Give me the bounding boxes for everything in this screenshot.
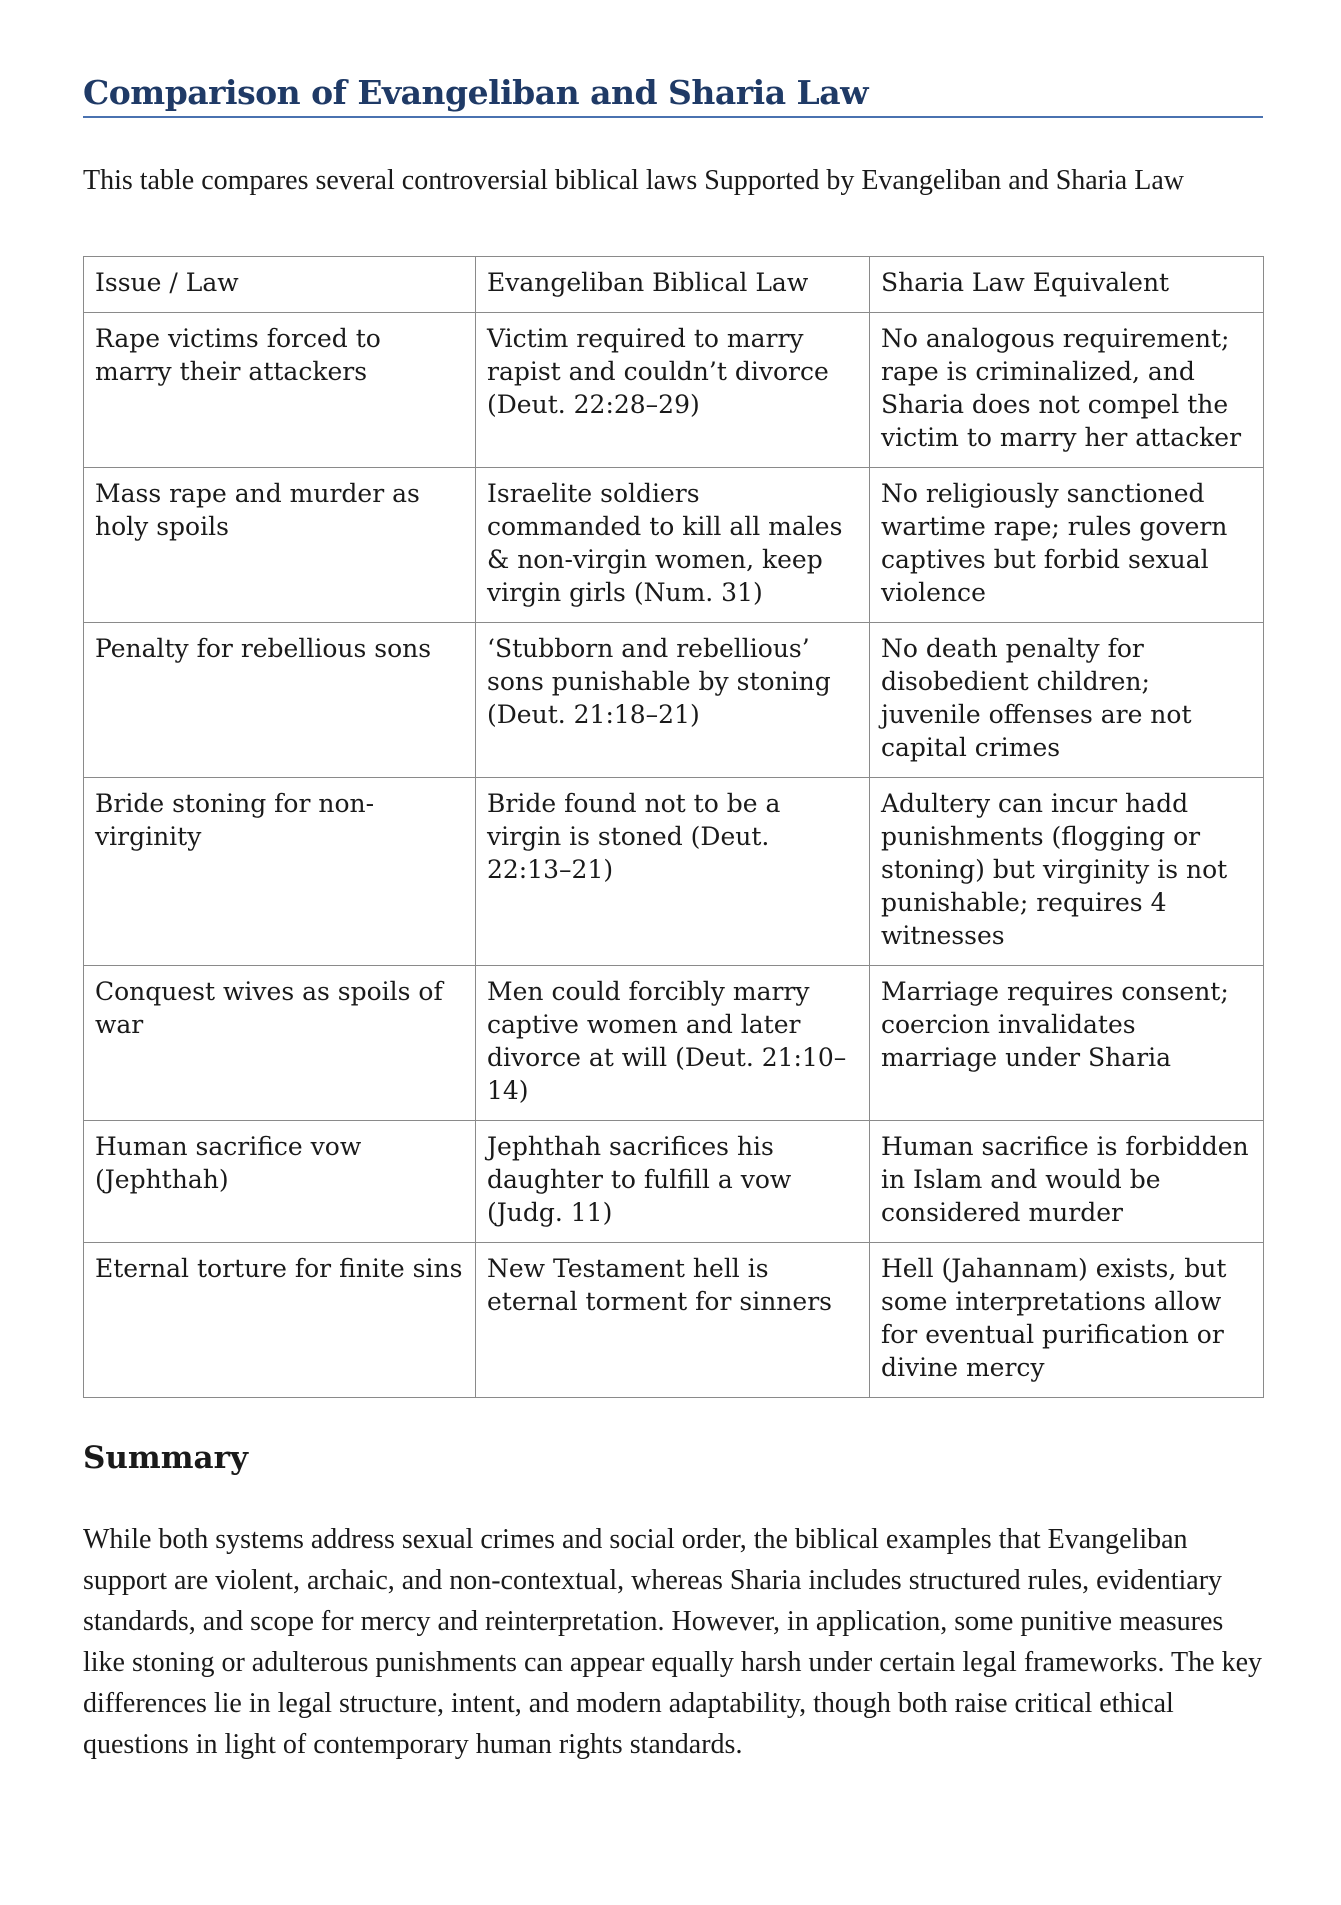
sharia-cell: Adultery can incur hadd punishments (flogging or stoning) but virginity is not punishable; requires 4 witnesses: [870, 778, 1264, 966]
table-row: [84, 1243, 1264, 1398]
summary-paragraph: While both systems address sexual crimes and social order, the biblical examples that Evangeliban support are violent, archaic, and non-contextual, whereas Sharia includes structured rules, evidentiary standards, and scope for mercy and reinterpretation. However, in application, some punitive measures like stoning or adulterous punishments can appear equally harsh under certain legal frameworks. The key differences lie in legal structure, intent, and modern adaptability, though both raise critical ethical questions in light of contemporary human rights standards.: [83, 1524, 1262, 1760]
sharia-cell: Human sacrifice is forbidden in Islam and would be considered murder: [870, 1121, 1264, 1243]
biblical-cell: New Testament hell is eternal torment for sinners: [476, 1243, 870, 1398]
sharia-cell: Marriage requires consent; coercion invalidates marriage under Sharia: [870, 966, 1264, 1121]
biblical-cell: Men could forcibly marry captive women and later divorce at will (Deut. 21:10–14): [476, 966, 870, 1121]
column-header-issue: Issue / Law: [84, 257, 476, 313]
issue-cell: Conquest wives as spoils of war: [84, 966, 476, 1121]
table-header-row: [84, 257, 1264, 313]
issue-cell: Penalty for rebellious sons: [84, 623, 476, 778]
biblical-cell: Jephthah sacrifices his daughter to fulfill a vow (Judg. 11): [476, 1121, 870, 1243]
table-row: [84, 468, 1264, 623]
issue-cell: Human sacrifice vow (Jephthah): [84, 1121, 476, 1243]
intro-paragraph: This table compares several controversial biblical laws Supported by Evangeliban and Sharia Law: [83, 165, 1184, 196]
issue-cell: Bride stoning for non-virginity: [84, 778, 476, 966]
issue-cell: Rape victims forced to marry their attackers: [84, 313, 476, 468]
page-title: Comparison of Evangeliban and Sharia Law: [83, 73, 869, 112]
table-row: [84, 966, 1264, 1121]
column-header-sharia: Sharia Law Equivalent: [870, 257, 1264, 313]
sharia-cell: No analogous requirement; rape is criminalized, and Sharia does not compel the victim to marry her attacker: [870, 313, 1264, 468]
column-header-biblical: Evangeliban Biblical Law: [476, 257, 870, 313]
biblical-cell: Victim required to marry rapist and couldn’t divorce (Deut. 22:28–29): [476, 313, 870, 468]
sharia-cell: No death penalty for disobedient children; juvenile offenses are not capital crimes: [870, 623, 1264, 778]
title-divider: [83, 116, 1263, 118]
issue-cell: Mass rape and murder as holy spoils: [84, 468, 476, 623]
table-row: [84, 778, 1264, 966]
issue-cell: Eternal torture for finite sins: [84, 1243, 476, 1398]
sharia-cell: Hell (Jahannam) exists, but some interpretations allow for eventual purification or divine mercy: [870, 1243, 1264, 1398]
table-row: [84, 1121, 1264, 1243]
table-row: [84, 623, 1264, 778]
summary-heading: Summary: [83, 1440, 248, 1476]
sharia-cell: No religiously sanctioned wartime rape; rules govern captives but forbid sexual violence: [870, 468, 1264, 623]
comparison-table: [83, 256, 1264, 1398]
biblical-cell: Bride found not to be a virgin is stoned (Deut. 22:13–21): [476, 778, 870, 966]
biblical-cell: ‘Stubborn and rebellious’ sons punishable by stoning (Deut. 21:18–21): [476, 623, 870, 778]
biblical-cell: Israelite soldiers commanded to kill all males & non-virgin women, keep virgin girls (Num. 31): [476, 468, 870, 623]
table-row: [84, 313, 1264, 468]
